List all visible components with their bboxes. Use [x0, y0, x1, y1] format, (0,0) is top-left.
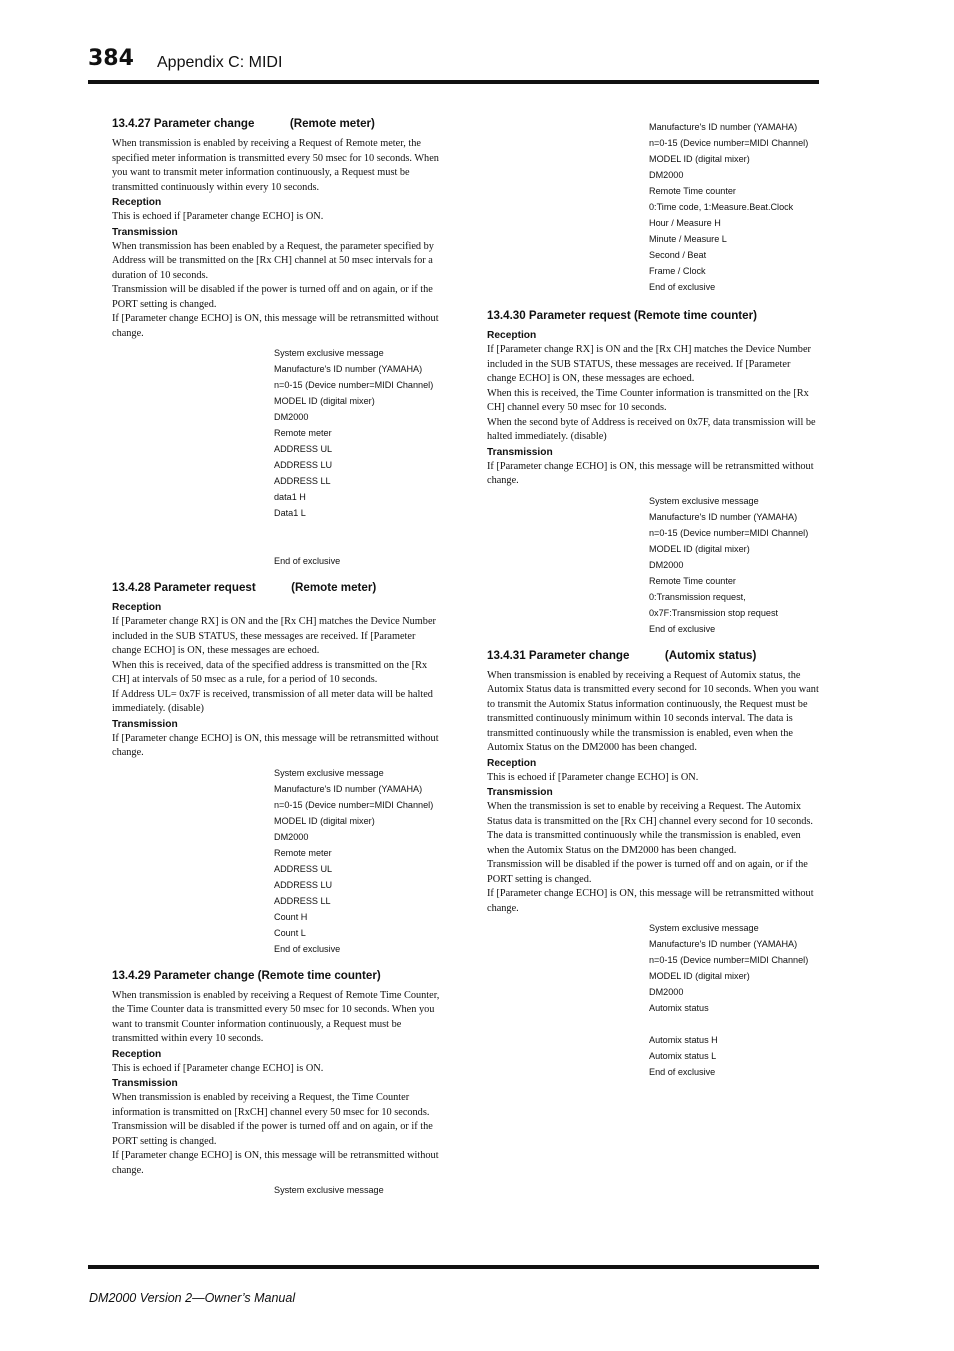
- message-line: MODEL ID (digital mixer): [649, 971, 750, 981]
- transmission-text: When transmission has been enabled by a Request, the parameter specified by Address will be transmitted on the [Rx CH] channel at 50 msec intervals for a duration of 10 seconds. Transmission will be disabled if the power is turned off and on again, or if the PORT setting is changed. If [Parameter change ECHO] is ON, this message will be retransmitted without change.: [112, 240, 439, 339]
- section-13-4-30: [487, 309, 819, 637]
- message-line: n=0-15 (Device number=MIDI Channel): [649, 527, 809, 538]
- message-line: Remote Time counter: [649, 186, 736, 196]
- message-line: System exclusive message: [274, 348, 384, 358]
- message-line: Data1 L: [274, 508, 306, 518]
- transmission-label: Transmission: [112, 718, 178, 730]
- message-line: n=0-15 (Device number=MIDI Channel): [649, 955, 809, 965]
- message-line: ADDRESS LL: [274, 895, 331, 906]
- page-number: 384: [88, 46, 134, 71]
- transmission-text: If [Parameter change ECHO] is ON, this message will be retransmitted without change.: [112, 732, 439, 758]
- transmission-label: Transmission: [112, 1078, 178, 1089]
- message-line: End of exclusive: [649, 282, 716, 292]
- message-line: System exclusive message: [274, 1185, 384, 1195]
- message-line: MODEL ID (digital mixer): [649, 154, 750, 164]
- reception-text: This is echoed if [Parameter change ECHO] is ON.: [112, 211, 324, 222]
- message-line: [649, 1016, 819, 1032]
- message-line: Count L: [274, 927, 306, 938]
- transmission-text: If [Parameter change ECHO] is ON, this message will be retransmitted without change.: [487, 460, 814, 486]
- message-line: 0:Time code, 1:Measure.Beat.Clock: [649, 202, 794, 212]
- message-line: Count H: [274, 911, 308, 922]
- message-line: DM2000: [649, 559, 684, 570]
- message-line: MODEL ID (digital mixer): [649, 543, 750, 554]
- section-13-4-29-continued: [487, 119, 819, 295]
- message-line: ADDRESS LL: [274, 476, 331, 486]
- section-13-4-31: [487, 649, 819, 1081]
- message-line: 0:Transmission request, 0x7F:Transmission stop request: [649, 591, 779, 618]
- section-heading: 13.4.27 Parameter change (Remote meter): [112, 117, 375, 130]
- chapter-title: Appendix C: MIDI: [157, 54, 283, 71]
- message-line: Remote meter: [274, 428, 332, 438]
- message-line: End of exclusive: [274, 943, 341, 954]
- message-line: Automix status: [649, 1003, 709, 1013]
- message-line: ADDRESS LU: [274, 879, 333, 890]
- reception-text: If [Parameter change RX] is ON and the [Rx CH] matches the Device Number included in the SUB STATUS, these messages are received. If [Parameter change ECHO] is ON, these messages are echoed. When this is received, the Time Counter information is transmitted on the [Rx CH] channel every 50 msec for 10 seconds. When the second byte of Address is received on 0x7F, data transmission will be halted immediately. (disable): [487, 344, 816, 442]
- transmission-label: Transmission: [112, 226, 178, 238]
- message-line: DM2000: [274, 831, 309, 842]
- message-line: Hour / Measure H: [649, 218, 721, 228]
- message-line: data1 H: [274, 492, 306, 502]
- header-rule: [88, 80, 819, 84]
- message-line: Manufacture's ID number (YAMAHA): [274, 364, 423, 374]
- message-line: ADDRESS LU: [274, 460, 333, 470]
- message-line: MODEL ID (digital mixer): [274, 815, 375, 826]
- reception-text: This is echoed if [Parameter change ECHO] is ON.: [112, 1062, 324, 1074]
- transmission-text: When transmission is enabled by receiving a Request, the Time Counter information is transmitted on [RxCH] channel every 50 msec for 10 seconds. Transmission will be disabled if the power is turned off and on again, or if the PORT setting is changed. If [Parameter change ECHO] is ON, this message will be retransmitted without change.: [112, 1092, 439, 1176]
- message-line: n=0-15 (Device number=MIDI Channel): [649, 138, 809, 148]
- message-line: Manufacture's ID number (YAMAHA): [274, 783, 423, 794]
- message-line: End of exclusive: [649, 623, 716, 634]
- reception-label: Reception: [487, 757, 537, 769]
- message-line: Automix status H: [649, 1035, 718, 1045]
- message-line: Manufacture's ID number (YAMAHA): [649, 122, 798, 132]
- message-line: n=0-15 (Device number=MIDI Channel): [274, 799, 434, 810]
- left-column: [112, 117, 444, 1210]
- section-13-4-28: [112, 581, 444, 957]
- footer-manual-title: DM2000 Version 2—Owner’s Manual: [89, 1291, 296, 1305]
- transmission-label: Transmission: [487, 446, 553, 458]
- message-line: Second / Beat: [649, 250, 707, 260]
- message-format: [274, 765, 444, 957]
- message-format: [649, 920, 819, 1080]
- footer-rule: [88, 1265, 819, 1269]
- message-line: ADDRESS UL: [274, 444, 333, 454]
- section-heading: 13.4.28 Parameter request (Remote meter): [112, 581, 377, 594]
- section-intro: When transmission is enabled by receiving a Request of Remote meter, the specified meter information is transmitted every 50 msec for 10 seconds. When you want to transmit meter information continuously, a Request must be transmitted continuously within every 10 seconds.: [112, 138, 439, 193]
- message-line: Manufacture's ID number (YAMAHA): [649, 939, 798, 949]
- section-intro: When transmission is enabled by receiving a Request of Remote Time Counter, the Time Counter data is transmitted every 50 msec for 10 seconds. When you want to transmit Counter information continuously, a Request must be transmitted within every 10 seconds.: [112, 989, 440, 1044]
- message-line: ADDRESS UL: [274, 863, 333, 874]
- message-line: End of exclusive: [649, 1067, 716, 1077]
- message-line: DM2000: [649, 987, 684, 997]
- message-line: Frame / Clock: [649, 266, 706, 276]
- message-format-start: [274, 1182, 444, 1198]
- message-line: System exclusive message: [274, 767, 384, 778]
- transmission-label: Transmission: [487, 787, 553, 798]
- reception-label: Reception: [112, 1048, 162, 1060]
- reception-label: Reception: [487, 330, 537, 341]
- message-line: Minute / Measure L: [649, 234, 727, 244]
- message-line: Automix status L: [649, 1051, 717, 1061]
- reception-label: Reception: [112, 602, 162, 613]
- message-line: DM2000: [649, 170, 684, 180]
- message-line: System exclusive message: [649, 495, 759, 506]
- right-column: [487, 119, 819, 1092]
- message-line: System exclusive message: [649, 923, 759, 933]
- reception-text: If [Parameter change RX] is ON and the [Rx CH] matches the Device Number included in the SUB STATUS, these messages are received. If [Parameter change ECHO] is ON, these messages are echoed. When this is received, data of the specified address is transmitted on the [Rx CH] at intervals of 50 msec as a rule, for a period of 10 seconds. If Address UL= 0x7F is received, transmission of all meter data will be halted immediately. (disable): [112, 616, 436, 714]
- section-13-4-27: [112, 117, 444, 569]
- section-heading: 13.4.31 Parameter change (Automix status): [487, 648, 757, 662]
- message-line: DM2000: [274, 412, 309, 422]
- reception-label: Reception: [112, 197, 162, 208]
- message-line: Remote meter: [274, 847, 332, 858]
- message-line: [274, 521, 444, 537]
- message-format-continued: [649, 119, 819, 295]
- message-format: [649, 493, 819, 637]
- message-line: Manufacture's ID number (YAMAHA): [649, 511, 798, 522]
- message-line: Remote Time counter: [649, 575, 736, 586]
- reception-text: This is echoed if [Parameter change ECHO] is ON.: [487, 771, 699, 783]
- message-line: n=0-15 (Device number=MIDI Channel): [274, 380, 434, 390]
- section-heading: 13.4.29 Parameter change (Remote time counter): [112, 968, 381, 982]
- message-line: [274, 537, 444, 553]
- message-format: [274, 345, 444, 569]
- message-line: End of exclusive: [274, 556, 341, 566]
- section-13-4-29: [112, 969, 444, 1199]
- transmission-text: When the transmission is set to enable by receiving a Request. The Automix Status data is transmitted on the [Rx CH] channel every second for 10 seconds. The data is transmitted continuously while the transmission is enabled, even when the Automix Status on the DM2000 has been changed. Transmission will be disabled if the power is turned off and on again, or if the PORT setting is changed. If [Parameter change ECHO] is ON, this message will be retransmitted without change.: [487, 801, 814, 914]
- section-heading: 13.4.30 Parameter request (Remote time counter): [487, 309, 757, 322]
- section-intro: When transmission is enabled by receiving a Request of Automix status, the Automix Status data is transmitted every second for 10 seconds. When you want to transmit the Automix Status information continuously, the Request must be transmitted continuously minimum within 10 seconds interval. The data is transmitted continuously while the transmission is enabled, even when the Automix Status on the DM2000 has been changed.: [487, 669, 819, 753]
- message-line: MODEL ID (digital mixer): [274, 396, 375, 406]
